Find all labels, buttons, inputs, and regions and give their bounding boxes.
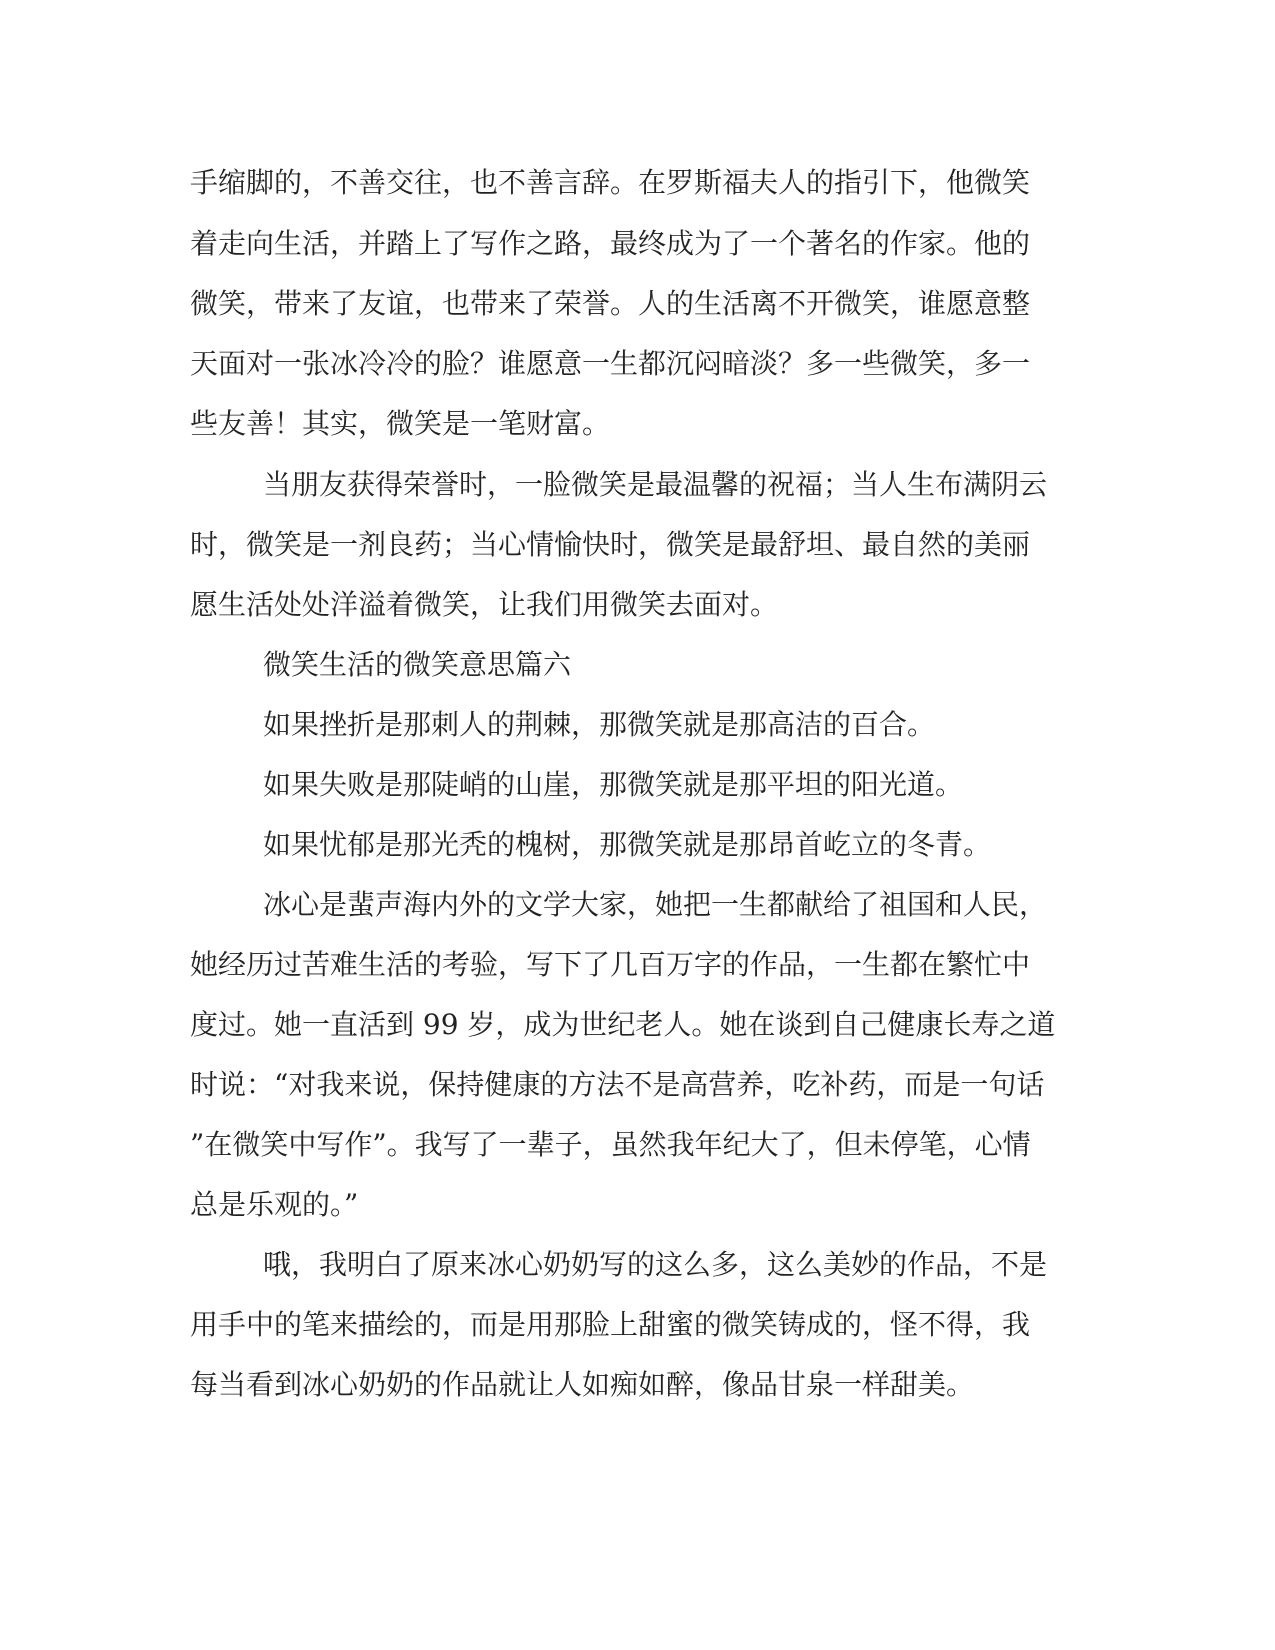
text-line: 时，微笑是一剂良药；当心情愉快时，微笑是最舒坦、最自然的美丽 <box>190 528 1031 561</box>
text-line: 愿生活处处洋溢着微笑，让我们用微笑去面对。 <box>190 588 779 621</box>
text-line: 手缩脚的，不善交往，也不善言辞。在罗斯福夫人的指引下，他微笑 <box>190 166 1031 199</box>
text-line: 总是乐观的。” <box>190 1188 359 1221</box>
text-line: 些友善！其实，微笑是一笔财富。 <box>190 407 611 440</box>
paragraph-start-line: 哦，我明白了原来冰心奶奶写的这么多，这么美妙的作品，不是 <box>263 1248 1048 1281</box>
text-line: 每当看到冰心奶奶的作品就让人如痴如醉，像品甘泉一样甜美。 <box>190 1368 975 1401</box>
text-line: 用手中的笔来描绘的，而是用那脸上甜蜜的微笑铸成的，怪不得，我 <box>190 1308 1031 1341</box>
text-line: ”在微笑中写作”。我写了一辈子，虽然我年纪大了，但未停笔，心情 <box>190 1128 1031 1161</box>
text-line: 如果挫折是那刺人的荆棘，那微笑就是那高洁的百合。 <box>263 708 936 741</box>
text-line: 她经历过苦难生活的考验，写下了几百万字的作品，一生都在繁忙中 <box>190 948 1031 981</box>
text-line: 微笑，带来了友谊，也带来了荣誉。人的生活离不开微笑，谁愿意整 <box>190 287 1031 320</box>
text-line: 着走向生活，并踏上了写作之路，最终成为了一个著名的作家。他的 <box>190 227 1031 260</box>
section-heading: 微笑生活的微笑意思篇六 <box>263 648 572 681</box>
text-line: 时说：“对我来说，保持健康的方法不是高营养，吃补药，而是一句话 <box>190 1068 1045 1101</box>
paragraph-start-line: 冰心是蜚声海内外的文学大家，她把一生都献给了祖国和人民， <box>263 888 1048 921</box>
text-line: 如果忧郁是那光秃的槐树，那微笑就是那昂首屹立的冬青。 <box>263 828 992 861</box>
text-line: 如果失败是那陡峭的山崖，那微笑就是那平坦的阳光道。 <box>263 768 964 801</box>
text-line: 度过。她一直活到 99 岁，成为世纪老人。她在谈到自己健康长寿之道 <box>190 1008 1056 1041</box>
paragraph-start-line: 当朋友获得荣誉时，一脸微笑是最温馨的祝福；当人生布满阴云 <box>263 468 1048 501</box>
text-line: 天面对一张冰冷冷的脸？谁愿意一生都沉闷暗淡？多一些微笑，多一 <box>190 347 1031 380</box>
